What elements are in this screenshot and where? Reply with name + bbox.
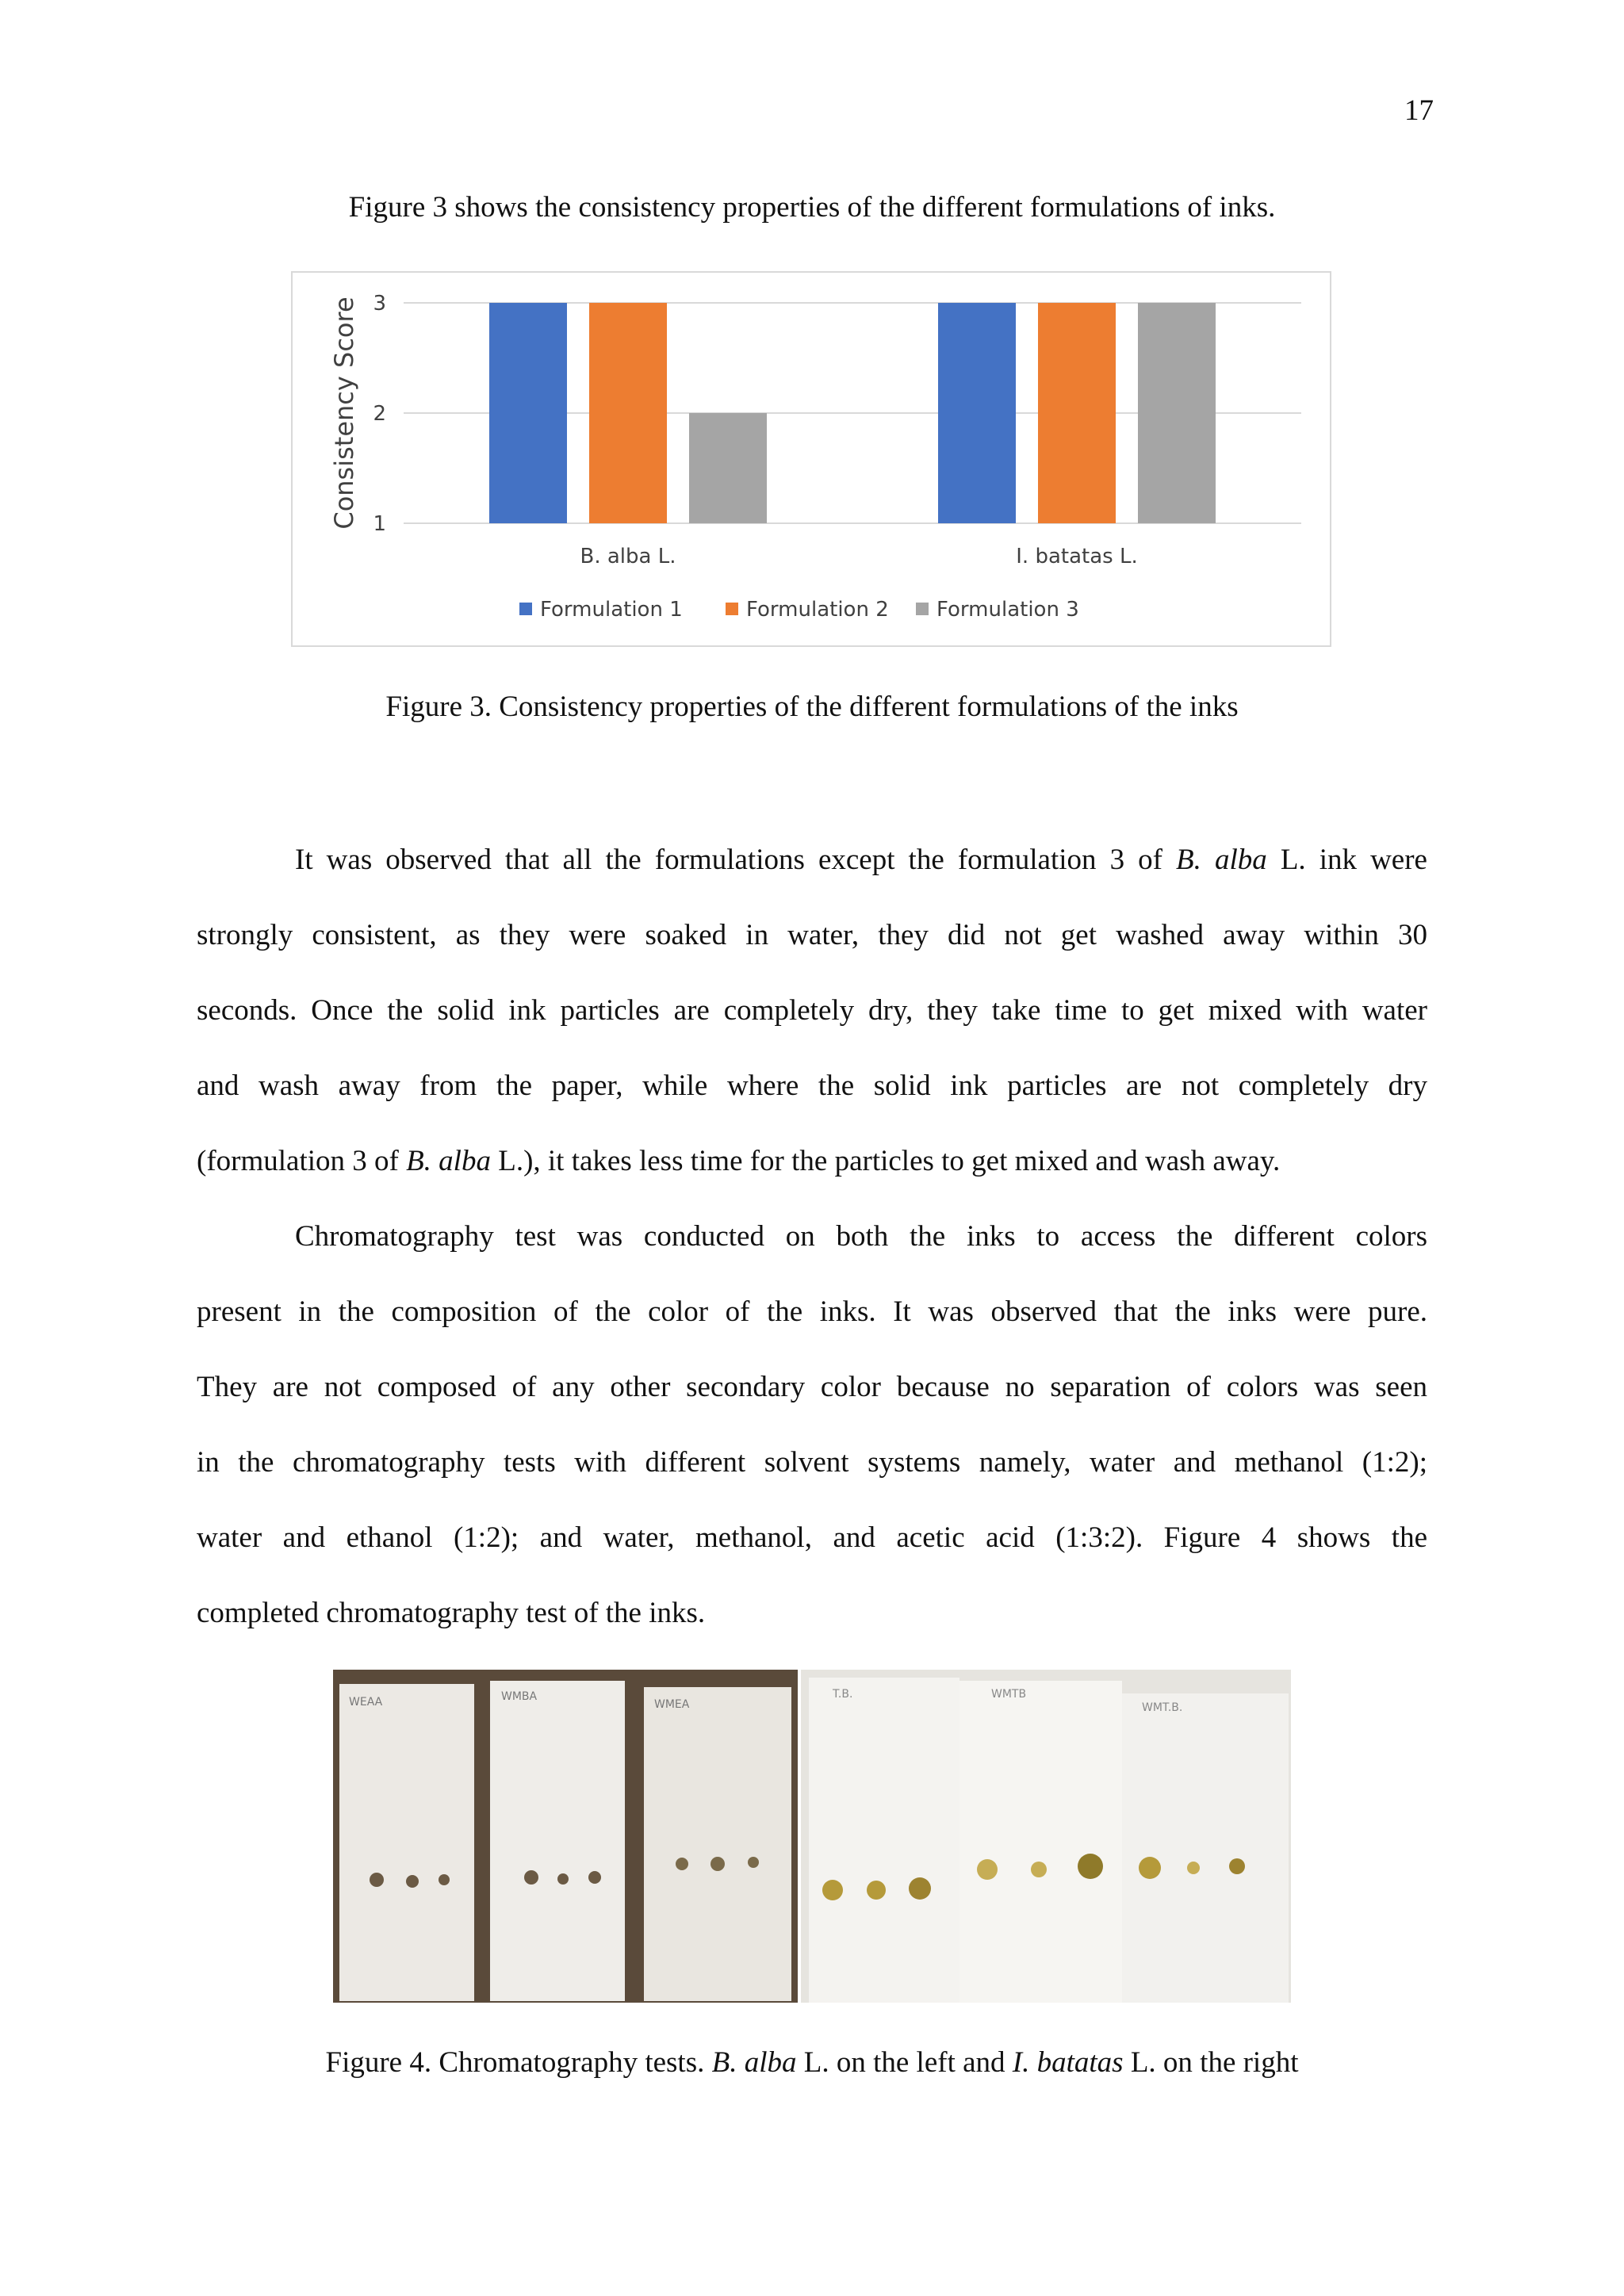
bar [1038,303,1116,523]
p2-line-6: completed chromatography test of the inks. [197,1597,706,1629]
legend-swatch [519,603,532,615]
strip-label-3: WMEA [654,1698,690,1711]
photo-b-alba [333,1670,798,2003]
p1-line-1: It was observed that all the formulations except the formulation 3 of B. alba L. ink were [295,844,1427,876]
x-tick-label: I. batatas L. [1016,545,1138,568]
bar [589,303,667,523]
legend-label: Formulation 2 [746,598,889,622]
p2-line-1: Chromatography test was conducted on both the inks to access the different colors [295,1220,1427,1253]
bar-chart-svg [293,273,1333,649]
strip-label-2: WMBA [501,1690,538,1703]
y-tick-label: 3 [373,292,386,316]
bar [938,303,1016,523]
intro-text: Figure 3 shows the consistency properties of the different formulations of inks. [348,191,1276,224]
figure4-caption: Figure 4. Chromatography tests. B. alba L. on the left and I. batatas L. on the right [325,2046,1299,2079]
paragraph-2 [197,1199,1427,1651]
photo-i-batatas [801,1670,1291,2003]
legend-swatch [726,603,738,615]
paragraph-1 [197,822,1427,1199]
x-tick-label: B. alba L. [580,545,676,568]
y-axis-label: Consistency Score [329,297,359,530]
strip-label-4: T.B. [833,1688,853,1701]
strip-label-5: WMTB [991,1688,1027,1701]
p2-line-2: present in the composition of the color of the inks. It was observed that the inks were pure. [197,1295,1427,1328]
p2-line-3: They are not composed of any other secondary color because no separation of colors was seen [197,1371,1427,1403]
p1-line-2: strongly consistent, as they were soaked in water, they did not get washed away within 30 [197,919,1427,951]
p1-line-4: and wash away from the paper, while where the solid ink particles are not completely dry [197,1070,1427,1102]
y-tick-label: 2 [373,402,386,426]
bar [1138,303,1216,523]
strip-label-6: WMT.B. [1142,1701,1183,1714]
legend-swatch [916,603,929,615]
bar [689,413,767,523]
legend-label: Formulation 1 [540,598,683,622]
p1-line-3: seconds. Once the solid ink particles are completely dry, they take time to get mixed with water [197,994,1427,1027]
figure4-photos [333,1670,1291,2003]
strip-label-1: WEAA [349,1696,383,1709]
p1-line-5: (formulation 3 of B. alba L.), it takes less time for the particles to get mixed and wash away. [197,1145,1281,1177]
legend-label: Formulation 3 [936,598,1079,622]
y-tick-label: 1 [373,512,386,536]
bar [489,303,567,523]
p2-line-5: water and ethanol (1:2); and water, methanol, and acetic acid (1:3:2). Figure 4 shows the [197,1521,1427,1554]
figure3-chart [291,271,1331,647]
p2-line-4: in the chromatography tests with different solvent systems namely, water and methanol (1:2); [197,1446,1427,1479]
page-number: 17 [1404,94,1434,127]
figure3-caption: Figure 3. Consistency properties of the different formulations of the inks [385,691,1239,723]
